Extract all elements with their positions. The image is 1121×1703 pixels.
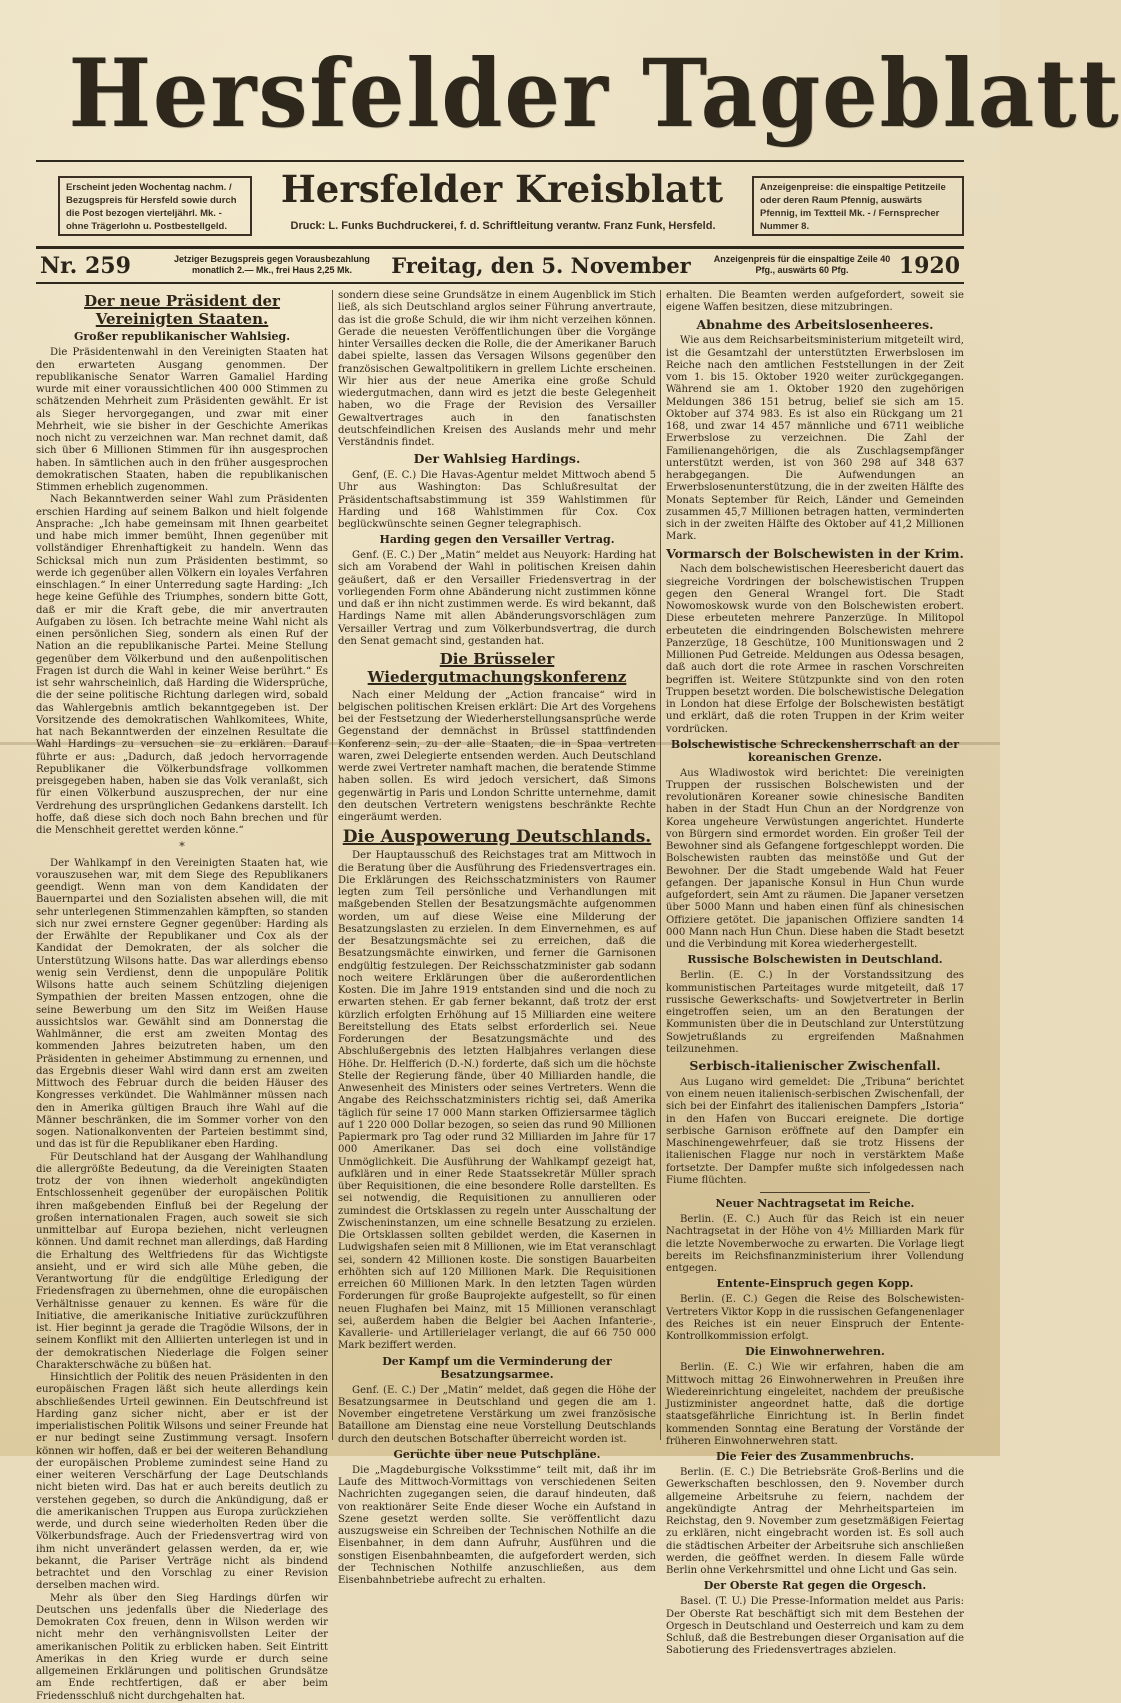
article-paragraph: Genf. (E. C.) Der „Matin“ meldet aus Neuyork: Harding hat sich am Vorabend der Wahl in politischen Kreisen dahin geäußert, daß er den Versailler Friedensvertrag in der vorliegenden Form ohne Abänderung nicht zustimmen könne und daß er ihn nicht zustimmen werde. Es wird bekannt, daß Hardings Name mit allen Abänderungsvorschlägen zum Versailler Vertrag und zum Völkerbundsvertrag, die durch den Senat gemacht sind, gestanden hat. bbox=[338, 550, 656, 647]
issue-year: 1920 bbox=[898, 253, 960, 279]
dateline-top-rule bbox=[36, 246, 964, 249]
article-subheadline: Der Kampf um die Verminderung der Besatzungsarmee. bbox=[382, 1354, 612, 1381]
subscription-price: Jetziger Bezugspreis gegen Vorausbezahlung monatlich 2.— Mk., frei Haus 2,25 Mk. bbox=[174, 254, 370, 275]
column-2 bbox=[338, 290, 656, 1587]
printer-line: Druck: L. Funks Buchdruckerei, f. d. Schriftleitung verantw. Franz Funk, Hersfeld. bbox=[290, 220, 716, 232]
article-subheadline: Gerüchte über neue Putschpläne. bbox=[393, 1447, 601, 1461]
article-subheadline: Neuer Nachtragsetat im Reiche. bbox=[715, 1197, 915, 1211]
article-paragraph: Mehr als über den Sieg Hardings dürfen wir Deutschen uns jedenfalls über die Niederlage des Demokraten Cox freuen, denn in Wilson werden wir nicht mehr den verhängnisvollsten Leiter der amerikanischen Politik zu erblicken haben. Seit Eintritt Amerikas in den Krieg wurde er durch seine allgemeinen Erklärungen und politischen Grundsätze am Ende rechtfertigen, daß er aber beim Friedensschluß nicht durchgehalten hat. bbox=[36, 1592, 328, 1702]
article-headline: Die Auspowerung Deutschlands. bbox=[342, 827, 652, 848]
dateline-bottom-rule bbox=[36, 282, 964, 284]
article-paragraph: Berlin. (E. C.) Die Betriebsräte Groß-Berlins und die Gewerkschaften beschlossen, den 9. November durch allgemeine Arbeitsruhe zu feiern, nachdem der angekündigte Antrag der Mehrheitsparteien im Reichstag, den 9. November zum gesetzmäßigen Feiertag zu erklären, nicht eingebracht worden ist. Es soll auch die städtischen Arbeiter der Arbeitsruhe sich anschließen werden, die geöffnet werden. In diesem Falle würde Berlin ohne Verkehrsmittel und ohne Licht und Gas sein. bbox=[666, 1467, 964, 1577]
article-subheadline: Die Einwohnerwehren. bbox=[745, 1345, 885, 1359]
article-paragraph: Berlin. (E. C.) Wie wir erfahren, haben die am Mittwoch mittag 26 Einwohnerwehren in Preußen ihre Wiedereinrichtung eingeleitet, nachdem der preußische Justizminister angeordnet hatte, daß die dortige staatsgefährliche Einrichtung ist. In Berlin findet kommenden Sonntag eine Beratung der Vorstände der früheren Einwohnerwehren statt. bbox=[666, 1362, 964, 1447]
article-paragraph: Genf. (E. C.) Der „Matin“ meldet, daß gegen die Höhe der Besatzungsarmee in Deutschland und gegen die am 1. November eingetretene Verstärkung um zwei französische Bataillone am Dienstag eine neue Vorstellung Deutschlands durch den deutschen Botschafter überreicht worden ist. bbox=[338, 1384, 656, 1445]
article-subheadline: Bolschewistische Schreckensherrschaft an der koreanischen Grenze. bbox=[670, 737, 960, 764]
divider bbox=[760, 1192, 870, 1193]
article-headline: Serbisch-italienischer Zwischenfall. bbox=[689, 1058, 941, 1074]
article-paragraph: Der Wahlkampf in den Vereinigten Staaten hat, wie vorauszusehen war, mit dem Siege des Republikaners geendigt. Wenn man von dem Kandidaten der Bauernpartei und den Sozialisten absehen will, die mit sehr unterlegenen Stimmenzahlen kämpften, so standen sich nur zwei ernstere Gegner gegenüber: Harding als der Erwählte der Republikaner und Cox als der Kandidat der Demokraten, der als solcher die Unterstützung Wilsons hatte. Das war allerdings ebenso wenig sein Verdienst, denn die unpopuläre Politik Wilsons hatte auch seinem Schützling diejenigen Sympathien der breiten Massen entzogen, ohne die seine Bewerbung um den Sitz im Weißen Hause aussichtslos war. Gewählt sind am Donnerstag die Wahlmänner, die erst am zweiten Montag des kommenden Jahres beizutreten haben, um den Präsidenten in geheimer Abstimmung zu ernennen, und das Ergebnis dieser Wahl wird dann erst am zweiten Mittwoch des Februar durch die beiden Häuser des Kongresses verkündet. Die Wahlmänner müssen nach den in Amerika gültigen Brauch ihre Wahl auf die Männer beschränken, die im Sommer vorher von den sogen. Nationalkonventen der Parteien bestimmt sind, und das ist für die Republikaner eben Harding. bbox=[36, 857, 328, 1151]
masthead-subtitle: Hersfelder Kreisblatt bbox=[280, 167, 724, 211]
masthead-title: Hersfelder Tageblatt bbox=[68, 39, 1121, 149]
article-subheadline: Der Oberste Rat gegen die Orgesch. bbox=[703, 1579, 927, 1593]
article-paragraph: Der Hauptausschuß des Reichstages trat am Mittwoch in die Beratung über die Ausführung des Friedensvertrages ein. Die Erklärungen des Reichsschatzministers von Raumer legten zum Teil persönliche und Verhandlungen mit maßgebenden Stellen der Besatzungsmächte aufgenommen worden, um auf diese Weise eine Milderung der Besatzungslasten zu erzielen. In dem Einvernehmen, es auf der Besatzungsmächte sei zu erreichen, daß die Besatzungsmächte einwirken, und ferner die Garnisonen endgültig festzulegen. Der Reichsschatzminister gab sodann noch weitere Erklärungen über die außerordentlichen Kosten. Die im Jahre 1919 entstanden sind und die noch zu erwarten stehen. Er gab ferner bekannt, daß trotz der erst kürzlich erfolgten Erhöhung auf 15 Milliarden eine weitere Bereitstellung des Etats selbst erforderlich sei. Neue Forderungen der Besatzungsmächte und des Abschlußergebnis des letzten Halbjahres verlangen diese Höhe. Dr. Helfferich (D.-N.) forderte, daß sich um die höchste Stelle der Regierung fände, über 40 Milliarden handle, die Anwesenheit des Ministers oder seines Vertreters. Wenn die Angabe des Reichsschatzministers richtig sei, daß Amerika täglich für seine 17 000 Mann starken Offiziersarmee täglich auf 1 220 000 Dollar bezogen, so seien das rund 90 Millionen Papiermark pro Tag oder rund 32 Milliarden im Jahre für 17 000 Amerikaner. Das sei doch eine vollständige Unmöglichkeit. Die Ausführung der Wahlkampf gezeigt hat, aufklären und in einer Rede Staatssekretär Müller sprach über Requisitionen, die eine besondere Rolle darstellten. Es sei notwendig, die Requisitionen zu annullieren oder zumindest die Ortsklassen zu regeln unter Ausschaltung der Zwischeninstanzen, um eine schnelle Besatzung zu erzielen. Die Ortsklassen sollten gebildet werden, die Kasernen in Ludwigshafen seien mit 8 Millionen, wie im Etat veranschlagt sei, sondern 42 Millionen koste. Die sonstigen Bauarbeiten erhöhten sich auf 120 Millionen Mark. Die Requisitionen erreichen 60 Millionen Mark. In den letzten Tagen würden Forderungen für große Bauprojekte aufgestellt, so für einen neuen Flughafen bei Mainz, mit 15 Millionen veranschlagt sei, außerdem haben die Belgier bei Aachen Infanterie-, Kavallerie- und Artillerielager verlangt, die auf 66 750 000 Mark beziffert werden. bbox=[338, 850, 656, 1352]
masthead-rule bbox=[36, 160, 964, 162]
article-paragraph: Nach einer Meldung der „Action francaise“ wird in belgischen politischen Kreisen erklärt: Die Art des Vorgehens bei der Festsetzung der Wiederherstellungsansprüche werde Gegenstand der demnächst in Brüssel stattfindenden Konferenz sein, zu der alle Staaten, die in Spaa vertreten waren, zwei Delegierte entsenden werden. Auch Deutschland werde zwei Vertreter namhaft machen, die beratende Stimme haben sollen. Es wird jedoch versichert, daß Simons gegenwärtig in Paris und London Schritte unternehme, damit den deutschen Vertretern wenigstens beschränkte Rechte eingeräumt werden. bbox=[338, 689, 656, 824]
issue-date: Freitag, den 5. November bbox=[391, 253, 691, 278]
article-paragraph: Nach dem bolschewistischen Heeresbericht dauert das siegreiche Vordringen der bolschewistischen Truppen gegen den General Wrangel fort. Die Stadt Nowomoskowsk wurde von den Bolschewisten erobert. Diese erbeuteten mehrere Panzerzüge. In Militopol erbeuteten die eindringenden Bolschewisten mehrere Panzerzüge, 18 Geschütze, 100 Munitionswagen und 2 Millionen Pud Getreide. Meldungen aus Odessa besagen, daß auch dort die rote Armee in raschen Vorschreiten begriffen ist. Weitere Stützpunkte sind von den roten Truppen besetzt worden. Die bolschewistische Delegation in London hat diese Erfolge der Bolschewisten bestätigt und erklärt, daß die roten Truppen in der Krim weiter vordrücken. bbox=[666, 564, 964, 735]
issue-number: Nr. 259 bbox=[40, 253, 131, 279]
article-subheadline: Entente-Einspruch gegen Kopp. bbox=[716, 1277, 914, 1291]
section-star-divider: * bbox=[179, 840, 185, 854]
article-headline: Der Wahlsieg Hardings. bbox=[413, 451, 581, 467]
article-paragraph: Basel. (T. U.) Die Presse-Information meldet aus Paris: Der Oberste Rat beschäftigt sich mit dem Bestehen der Orgesch in Deutschland und Oesterreich und kam zu dem Schluß, daß die Bestrebungen dieser Organisation auf die Sabotierung des Friedensvertrages abzielen. bbox=[666, 1596, 964, 1657]
article-paragraph: Genf, (E. C.) Die Havas-Agentur meldet Mittwoch abend 5 Uhr aus Washington: Das Schlußresultat der Präsidentschaftsabstimmung ist 359 Wahlstimmen für Harding und 168 Wahlstimmen für Cox. Cox beglückwünschte seinen Gegner telegraphisch. bbox=[338, 470, 656, 530]
article-paragraph: Die „Magdeburgische Volksstimme“ teilt mit, daß ihr im Laufe des Mittwoch-Vormittags von verschiedenen Seiten Nachrichten zugegangen seien, die darauf hindeuten, daß von reaktionärer Seite Ende dieser Woche ein Aufstand in Szene gesetzt werden sollte. Sie veröffentlicht dazu auszugsweise ein Schreiben der Technischen Nothilfe an die Eisenbahner, in dem dann Aufruhr, Ausführen und die sonstigen Eisenbahnbeamten, die aufgefordert werden, sich der Technischen Nothilfe anzuschließen, aus dem Eisenbahnbetriebe aufrecht zu erhalten. bbox=[338, 1464, 656, 1587]
article-paragraph: Berlin. (E. C.) In der Vorstandssitzung des kommunistischen Parteitages wurde mitgeteilt, daß 17 russische Gewerkschafts- und Sowjetvertreter in Berlin eingetroffen seien, um an den Beratungen der Kommunisten über die in Deutschland zur Unterstützung Sowjetrußlands zu ergreifenden Maßnahmen teilzunehmen. bbox=[666, 970, 964, 1055]
article-headline: Abnahme des Arbeitslosenheeres. bbox=[696, 316, 934, 332]
advertising-info-box: Anzeigenpreise: die einspaltige Petitzeile oder deren Raum Pfennig, auswärts Pfennig, im Textteil Mk. - / Fernsprecher Nummer 8. bbox=[752, 176, 964, 236]
ad-price: Anzeigenpreis für die einspaltige Zeile 40 Pfg., auswärts 60 Pfg. bbox=[713, 254, 891, 275]
article-paragraph: Aus Lugano wird gemeldet: Die „Tribuna“ berichtet von einem neuen italienisch-serbischen Zwischenfall, der sich bei der Einfahrt des italienischen Dampfers „Istoria“ in den Hafen von Buccari ereignete. Die dortige serbische Garnison eröffnete auf den Dampfer ein Maschinengewehrfeuer, daß sie trotz Hissens der italienischen Flagge nur noch in verstärktem Maße fortsetzte. Der Dampfer mußte sich infolgedessen nach Fiume flüchten. bbox=[666, 1076, 964, 1186]
article-subheadline: Die Feier des Zusammenbruchs. bbox=[715, 1450, 915, 1464]
article-paragraph: Nach Bekanntwerden seiner Wahl zum Präsidenten erschien Harding auf seinem Balkon und hielt folgende Ansprache: „Ich habe gemeinsam mit Ihnen gearbeitet und habe mich immer bemüht, Ihnen gegenüber mit vollständiger Ehrenhaftigkeit zu handeln. Wenn das Schicksal mich nun zum Präsidenten bestimmt, so werde ich gegenüber allen Völkern ein loyales Verfahren einschlagen.“ In einer Unterredung sagte Harding: „Ich hege keine Gefühle des Triumphes, sondern bitte Gott, daß er mir die Kraft gebe, die mir anvertrauten Aufgaben zu lösen. Ich betrachte meine Wahl nicht als einen persönlichen Sieg, sondern als einen Ruf der Nation an die republikanische Partei. Meine Stellung gegenüber dem Völkerbund und den außenpolitischen Fragen ist durch die Wahl in keiner Weise berührt.“ Es ist sehr wahrscheinlich, daß Harding die Widersprüche, die der seine politische Richtung darlegen wird, sobald das Wahlergebnis amtlich bekanntgegeben ist. Der Vorsitzende des demokratischen Wahlkomitees, White, hat nach Bekanntwerden der einzelnen Resultate die Wahl Hardings zu versuchen sie zu erklären. Darauf führte er aus: „Dadurch, daß jedoch hervorragende Republikaner die Völkerbundsfrage vollkommen preisgegeben haben, haben sie das Volk veranlaßt, sich für einen Völkerbund auszusprechen, der nur eine Verdrehung des ursprünglichen Gedankens darstellt. Ich hoffe, daß diese sich doch noch Bahn brechen und für die Menschheit gerettet werden könne.“ bbox=[36, 494, 328, 837]
article-paragraph: Berlin. (E. C.) Gegen die Reise des Bolschewisten-Vertreters Viktor Kopp in die russischen Gefangenenlager des Reiches ist ein neuer Einspruch der Entente-Kontrollkommission erfolgt. bbox=[666, 1294, 964, 1343]
article-paragraph: Hinsichtlich der Politik des neuen Präsidenten in den europäischen Fragen läßt sich heute allerdings kein abschließendes Urteil gewinnen. Ein Deutschfreund ist Harding ganz sicher nicht, aber er ist der imperialistischen Politik Wilsons und seiner Freunde hat er nur bedingt seine Zustimmung versagt. Insofern können wir hoffen, daß er bei der weiteren Behandlung der europäischen Probleme zumindest seine Hand zu einer weiteren Verschärfung der Lage Deutschlands nicht bieten wird. Das hat er auch bereits deutlich zu verstehen gegeben, so durch die Ankündigung, daß er die amerikanischen Truppen aus Europa zurückziehen werde, und durch seine wiederholten Reden über die Völkerbundsfrage. Auch der Friedensvertrag wird von ihm nicht unverändert gelassen werden, da er, wie bekannt, die Pariser Verträge nicht als bindend betrachtet und den Vorschlag zu einer Revision derselben machen wird. bbox=[36, 1372, 328, 1592]
dateline bbox=[36, 252, 964, 282]
article-paragraph: Wie aus dem Reichsarbeitsministerium mitgeteilt wird, ist die Gesamtzahl der unterstützten Erwerbslosen im Reiche nach den amtlichen Feststellungen in der Zeit vom 1. bis 15. Oktober 1920 weiter zurückgegangen. Während sie am 1. Oktober 1920 den zugehörigen Meldungen 386 151 betrug, belief sie sich am 15. Oktober auf 374 983. Es ist also ein Rückgang um 21 168, und zwar 14 457 männliche und 6711 weibliche Erwerbslose zu verzeichnen. Die Zahl der Familienangehörigen, die als Zuschlagsempfänger unterstützt werden, ist von 360 298 auf 348 637 herabgegangen. Die Aufwendungen an Erwerbslosenunterstützung, die in der zweiten Hälfte des Monats September für Reich, Länder und Gemeinden zusammen 45,7 Millionen betragen hatten, verminderten sich in der zweiten Hälfte des Oktober auf 41,2 Millionen Mark. bbox=[666, 335, 964, 543]
article-subheadline: Großer republikanischer Wahlsieg. bbox=[73, 330, 291, 344]
column-3 bbox=[666, 290, 964, 1657]
subscription-info-box: Erscheint jeden Wochentag nachm. / Bezugspreis für Hersfeld sowie durch die Post bezogen vierteljährl. Mk. - ohne Trägerlohn u. Postbestellgeld. bbox=[58, 176, 252, 236]
article-paragraph: Für Deutschland hat der Ausgang der Wahlhandlung die allergrößte Bedeutung, da die Vereinigten Staaten trotz der von ihnen wiederholt angekündigten Entschlossenheit gegenüber der europäischen Politik ihren maßgebenden Einfluß bei der Regelung der großen internationalen Fragen, auch soweit sie sich unmittelbar auf Europa beziehen, nicht verleugnen können. Und damit rechnet man allerdings, daß Harding die Erhaltung des Weltfriedens für das Wichtigste ansieht, und er wird sich alle Mühe geben, die Verantwortung für die endgültige Erledigung der Friedensfragen zu übernehmen, ohne die europäischen Verhältnisse genauer zu kennen. Es wäre für die Initiative, die amerikanische Initiative zurückzuführen ist. Hier beginnt ja gerade die Tragödie Wilsons, der in seinem Konflikt mit den Alliierten unterlegen ist und in der demokratischen Niederlage die Folgen seiner Charakterschwäche zu büßen hat. bbox=[36, 1151, 328, 1371]
article-paragraph: Aus Wladiwostok wird berichtet: Die vereinigten Truppen der russischen Bolschewisten und der revolutionären Koreaner sowie chinesische Banditen haben in der Stadt Hun Chun an der Nordgrenze von Korea ungeheure Verwüstungen angerichtet. Hunderte von Bürgern sind ermordet worden. Ein großer Teil der Bewohner sind als Gefangene fortgeschleppt worden. Die Bolschewisten raubten das meinstöße und Gut der Bewohner. Der die Stadt umgebende Wald hat Feuer gefangen. Der japanische Konsul in Hun Chun wurde aufgefordert, sein Amt zu räumen. Die Japaner versetzen über 5000 Mann und haben einen fünf als chinesischen Offiziere getötet. Die japanischen Offiziere sandten 14 000 Mann nach Hun Chun. Diese haben die Stadt besetzt und die Verbindung mit Korea wiederhergestellt. bbox=[666, 767, 964, 951]
article-paragraph: Die Präsidentenwahl in den Vereinigten Staaten hat den erwarteten Ausgang genommen. Der republikanische Senator Warren Gamaliel Harding wurde mit einer voraussichtlichen 400 000 Stimmen zu schätzenden Mehrheit zum Präsidenten gewählt. Er ist als Sieger hervorgegangen, und zwar mit einer Mehrheit, wie sie bisher in der Geschichte Amerikas noch nicht zu verzeichnen war. Man rechnet damit, daß sich über 6 Millionen Stimmen für ihn ausgesprochen haben. In sämtlichen auch in den früher ausgesprochen demokratischen Staaten, haben die republikanischen Stimmen erheblich zugenommen. bbox=[36, 347, 328, 494]
article-paragraph: sondern diese seine Grundsätze in einem Augenblick im Stich ließ, als sich Deutschland arglos seiner Führung anvertraute, das ist die große Schuld, die wir ihm nicht verzeihen können. Gerade die neuesten Veröffentlichungen über die Vorgänge hinter Versailles decken die Rolle, die der Amerikaner Baruch dabei spielte, lassen das Versagen Wilsons gegenüber den französischen Gewaltpolitikern in grellem Lichte erscheinen. Wir hier aus der neue Amerika eine große Schuld wiedergutmachen, dann wird es jetzt die beste Gelegenheit haben, wo die Frage der Revision des Versailler Gewaltvertrages auch in den fanatischsten deutschfeindlichen Kreisen des Auslands mehr und mehr Verständnis findet. bbox=[338, 290, 656, 448]
article-headline: Der neue Präsident der Vereinigten Staaten. bbox=[84, 292, 280, 328]
article-headline: Vormarsch der Bolschewisten in der Krim. bbox=[666, 545, 964, 561]
article-subheadline: Russische Bolschewisten in Deutschland. bbox=[687, 953, 943, 967]
article-headline: Die Brüsseler Wiedergutmachungskonferenz bbox=[367, 650, 627, 686]
column-separator bbox=[660, 290, 661, 1440]
article-paragraph: Berlin. (E. C.) Auch für das Reich ist ein neuer Nachtragsetat in der Höhe von 4½ Milliarden Mark für die letzte Novemberwoche zu erwarten. Die Vorlage liegt bereits im Reichsfinanzministerium ihrer Vollendung entgegen. bbox=[666, 1214, 964, 1275]
column-1 bbox=[36, 290, 328, 1702]
article-paragraph: erhalten. Die Beamten werden aufgefordert, soweit sie eigene Waffen besitzen, diese mitzubringen. bbox=[666, 290, 964, 314]
article-subheadline: Harding gegen den Versailler Vertrag. bbox=[379, 533, 615, 547]
column-separator bbox=[332, 290, 333, 1440]
